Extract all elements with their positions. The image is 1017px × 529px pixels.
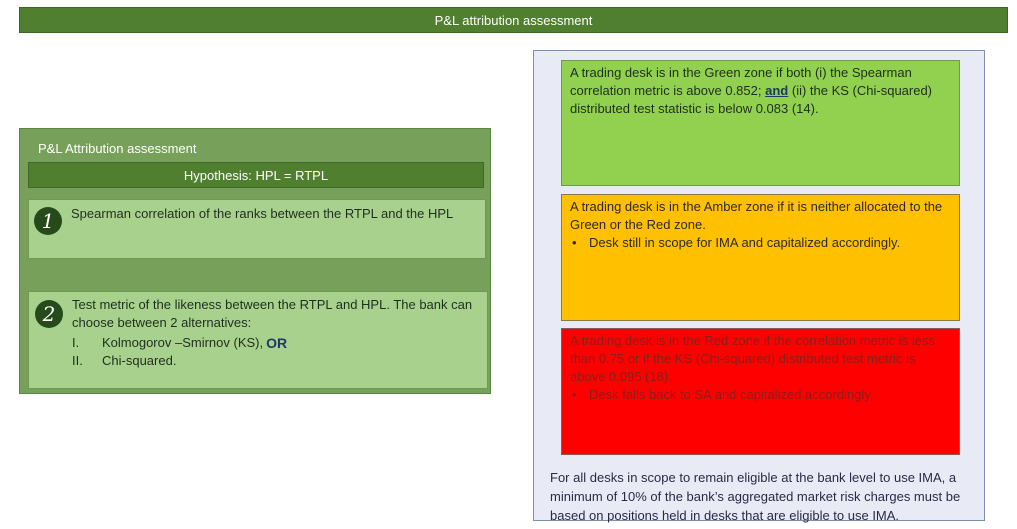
step-2-number-badge: 2 [35,300,63,328]
red-zone-text: A trading desk is in the Red zone if the correlation metric is less than 0.75 or if the KS (Chi-squared) distributed test metric is above 0.095 (18). [570,333,935,384]
step-1-box [28,199,486,259]
amber-zone-box [561,194,960,321]
red-zone-bullet-text: Desk falls back to SA and capitalized accordingly. [589,387,874,402]
step-1-text: Spearman correlation of the ranks between the RTPL and the HPL [71,206,454,221]
hypothesis-bar: Hypothesis: HPL = RTPL [28,162,484,188]
alternative-item [72,334,477,352]
alternative-item [72,352,477,370]
green-zone-text: A trading desk is in the Green zone if both (i) the Spearman correlation metric is above 0.852; [570,65,912,98]
step-1-number-badge: 1 [34,207,62,235]
alternative-text: Chi-squared. [102,353,177,368]
panel-title: P&L Attribution assessment [38,141,197,156]
amber-zone-bullet-text: Desk still in scope for IMA and capitalized accordingly. [589,235,901,250]
green-zone-text-cont: (ii) the KS (Chi-squared) distributed test statistic is below 0.083 (14). [570,83,933,116]
red-zone-bullet [570,386,951,404]
zones-panel [533,50,985,521]
alternative-number: I. [72,335,80,350]
eligibility-note: For all desks in scope to remain eligible at the bank level to use IMA, a minimum of 10% of the bank’s aggregated market risk charges must be based on positions held in desks that are eligible to use IMA. [550,470,961,523]
amber-zone-text: A trading desk is in the Amber zone if it is neither allocated to the Green or the Red zone. [570,199,943,232]
bullet-icon: • [572,387,577,402]
alternative-text: Kolmogorov –Smirnov (KS), [102,335,264,350]
page-title: P&L attribution assessment [19,7,1008,33]
alternative-number: II. [72,353,83,368]
green-zone-box [561,60,960,186]
amber-zone-bullet [570,234,951,252]
step-2-text: Test metric of the likeness between the RTPL and HPL. The bank can choose between 2 alternatives: [72,297,473,330]
step-2-box [28,291,488,389]
or-label: OR [266,335,288,351]
pl-attribution-panel [19,128,491,394]
red-zone-box [561,328,960,455]
bullet-icon: • [572,235,577,250]
green-zone-and: and [765,83,789,98]
alternatives-list [72,334,477,370]
